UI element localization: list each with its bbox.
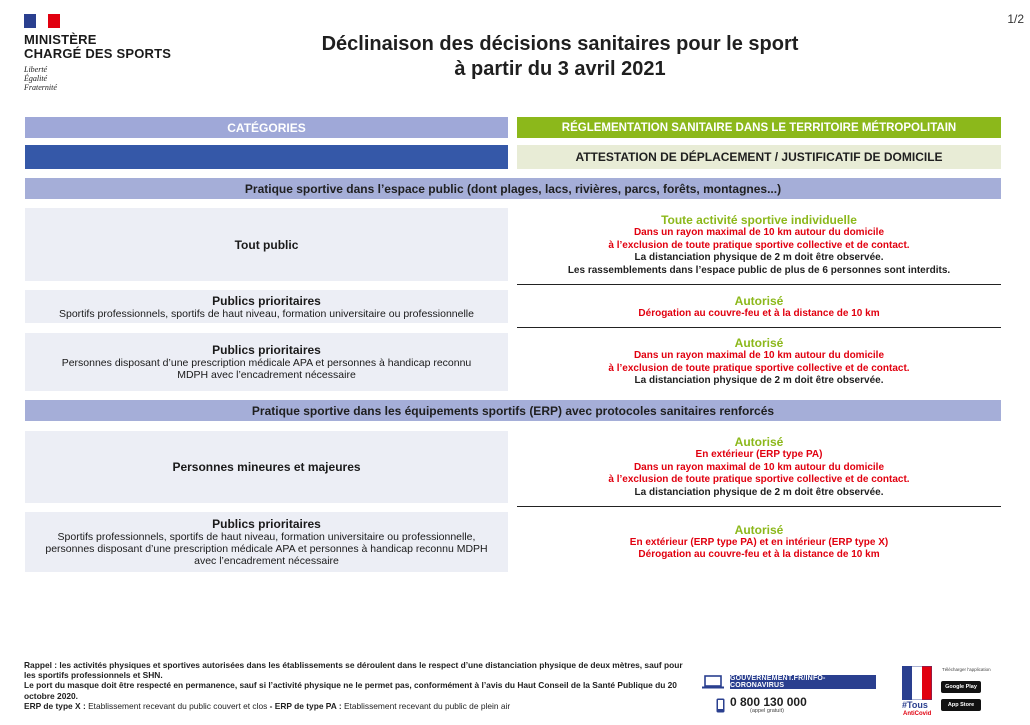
phone-icon <box>716 698 725 713</box>
category-cell: Personnes mineures et majeures <box>25 431 508 503</box>
rule-cell: Autorisé En extérieur (ERP type PA) et en intérieur (ERP type X) Dérogation au couvre-feu et à la distance de 10 km <box>629 522 889 560</box>
laptop-icon <box>702 675 724 689</box>
subheader-attestation: ATTESTATION DE DÉPLACEMENT / JUSTIFICATIF DE DOMICILE <box>517 145 1001 169</box>
tousanticovid-logo-icon <box>902 666 932 700</box>
category-cell: Publics prioritaires Personnes disposant d’une prescription médicale APA et personnes à handicap reconnu MDPH avec l’encadrement nécessaire <box>25 333 508 391</box>
row-divider <box>517 284 1001 285</box>
subheader-blank <box>25 145 508 169</box>
category-cell: Publics prioritaires Sportifs professionnels, sportifs de haut niveau, formation universitaire ou professionnelle, personnes disposant d’une prescription médicale APA et personnes à handicap reconnu MDPH avec l’encadrement nécessaire <box>25 512 508 572</box>
footer-masque: Le port du masque doit être respecté en permanence, sauf si l’activité physique ne le permet pas, conformément à l’avis du Haut Conseil de la Santé Publique du 20 octobre 2020. <box>24 680 677 701</box>
republic-motto: Liberté Égalité Fraternité <box>24 65 57 92</box>
gov-info-url[interactable]: GOUVERNEMENT.FR/INFO-CORONAVIRUS <box>730 675 876 689</box>
row-divider <box>517 327 1001 328</box>
tousanticovid-title: #Tous <box>902 700 928 710</box>
store-caption: Télécharger l'application <box>942 667 991 672</box>
category-cell <box>25 208 508 281</box>
republic-flag-logo <box>24 14 60 28</box>
app-store-badge[interactable]: App Store <box>941 699 981 711</box>
phone-number[interactable]: 0 800 130 000 <box>730 695 807 709</box>
page-title: Déclinaison des décisions sanitaires pour le sport à partir du 3 avril 2021 <box>321 33 799 80</box>
section-header-public-space: Pratique sportive dans l’espace public (dont plages, lacs, rivières, parcs, forêts, montagnes...) <box>25 178 1001 199</box>
category-cell: Publics prioritaires Sportifs professionnels, sportifs de haut niveau, formation universitaire ou professionnelle <box>25 290 508 323</box>
phone-free-call: (appel gratuit) <box>750 708 784 714</box>
page-number: 1/2 <box>1007 12 1024 26</box>
google-play-badge[interactable]: Google Play <box>941 681 981 693</box>
footer-rappel: Rappel : les activités physiques et sportives autorisées dans les établissements se déroulent dans le respect d’une distanciation physique de deux mètres, sauf pour les sportifs professionnels et SHN. <box>24 660 683 681</box>
rule-cell: Autorisé Dérogation au couvre-feu et à la distance de 10 km <box>638 293 880 319</box>
category-title: Tout public <box>234 237 299 252</box>
row-divider <box>517 506 1001 507</box>
column-header-categories: CATÉGORIES <box>25 117 508 138</box>
ministry-name: MINISTÈRE CHARGÉ DES SPORTS <box>24 32 172 61</box>
tousanticovid-subtitle: AntiCovid <box>903 711 932 717</box>
rule-cell: Autorisé En extérieur (ERP type PA) Dans un rayon maximal de 10 km autour du domicile à l’exclusion de toute pratique sportive collective et de contact. La distanciation physique de 2 m doit être observée. <box>608 435 910 498</box>
rule-cell: Autorisé Dans un rayon maximal de 10 km autour du domicile à l’exclusion de toute pratique sportive collective et de contact. La distanciation physique de 2 m doit être observée. <box>608 336 910 387</box>
section-header-equipments: Pratique sportive dans les équipements sportifs (ERP) avec protocoles sanitaires renforcés <box>25 400 1001 421</box>
column-header-regulation: RÉGLEMENTATION SANITAIRE DANS LE TERRITOIRE MÉTROPOLITAIN <box>517 117 1001 138</box>
footer-notes <box>24 660 684 711</box>
footer-erp-definitions: ERP de type X : Etablissement recevant du public couvert et clos - ERP de type PA : Etablissement recevant du public de plein air <box>24 700 511 711</box>
rule-cell: Toute activité sportive individuelle Dans un rayon maximal de 10 km autour du domicile à l’exclusion de toute pratique sportive collective et de contact. La distanciation physique de 2 m doit être observée. Les rassemblements dans l’espace public de plus de 6 personnes sont interdits. <box>567 213 951 276</box>
